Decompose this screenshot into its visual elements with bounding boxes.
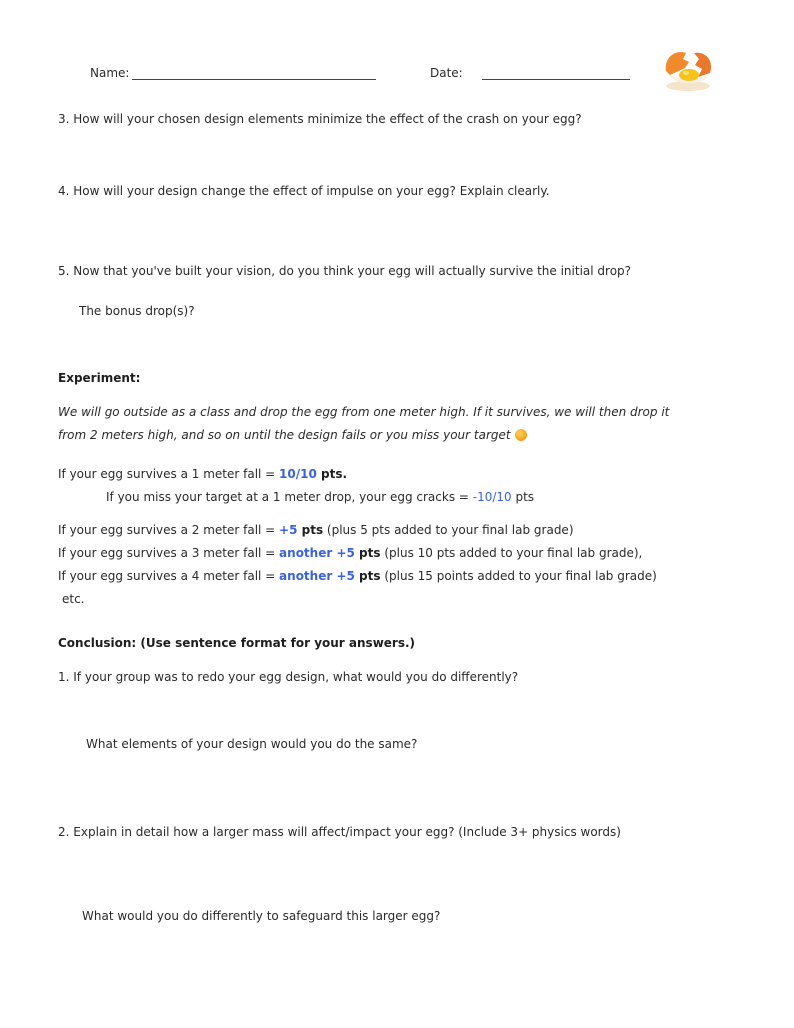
- rule-bonus-note: (plus 15 points added to your final lab grade): [380, 569, 657, 583]
- rule-points: 10/10: [279, 467, 317, 481]
- rule-points: another +5: [279, 546, 355, 560]
- rule-bonus-note: (plus 5 pts added to your final lab grade): [323, 523, 574, 537]
- rule-unit: pts: [354, 569, 381, 583]
- experiment-intro-text: from 2 meters high, and so on until the design fails or you miss your target: [58, 428, 511, 442]
- rule-unit: pts: [354, 546, 381, 560]
- question-5-bonus: The bonus drop(s)?: [79, 304, 195, 318]
- date-label: Date:: [430, 66, 463, 80]
- experiment-heading: Experiment:: [58, 371, 141, 385]
- conclusion-question-2: 2. Explain in detail how a larger mass will affect/impact your egg? (Include 3+ physics words): [58, 825, 621, 839]
- question-4: 4. How will your design change the effect of impulse on your egg? Explain clearly.: [58, 184, 550, 198]
- rule-points: -10/10: [472, 490, 512, 504]
- name-field[interactable]: [132, 79, 376, 80]
- rule-points: another +5: [279, 569, 355, 583]
- rule-text: If your egg survives a 3 meter fall =: [58, 546, 280, 560]
- date-field[interactable]: [482, 79, 630, 80]
- rule-unit: pts.: [316, 467, 348, 481]
- rule-text: If your egg survives a 4 meter fall =: [58, 569, 280, 583]
- question-3: 3. How will your chosen design elements minimize the effect of the crash on your egg?: [58, 112, 582, 126]
- rule-text: If your egg survives a 2 meter fall =: [58, 523, 280, 537]
- rule-1m-survive: [58, 466, 347, 482]
- rule-text: If your egg survives a 1 meter fall =: [58, 467, 280, 481]
- name-label: Name:: [90, 66, 130, 80]
- rule-2m-survive: [58, 522, 574, 538]
- conclusion-question-1b: What elements of your design would you do the same?: [86, 737, 418, 751]
- experiment-intro-line1: We will go outside as a class and drop the egg from one meter high. If it survives, we will then drop it: [58, 405, 670, 419]
- rule-text: If you miss your target at a 1 meter drop, your egg cracks =: [106, 490, 473, 504]
- rule-3m-survive: [58, 545, 642, 561]
- conclusion-heading: Conclusion: (Use sentence format for your answers.): [58, 636, 416, 650]
- question-5: 5. Now that you've built your vision, do you think your egg will actually survive the initial drop?: [58, 264, 632, 278]
- rule-unit: pts: [511, 490, 535, 504]
- rule-bonus-note: (plus 10 pts added to your final lab grade),: [380, 546, 643, 560]
- experiment-intro-line2: [58, 427, 527, 443]
- smiley-emoji-icon: [515, 429, 527, 441]
- rule-1m-miss: [106, 489, 534, 505]
- rule-points: +5: [279, 523, 298, 537]
- rule-unit: pts: [297, 523, 324, 537]
- conclusion-question-1: 1. If your group was to redo your egg design, what would you do differently?: [58, 670, 519, 684]
- rule-etc: etc.: [62, 592, 85, 606]
- cracked-egg-icon: [656, 45, 720, 93]
- conclusion-question-2b: What would you do differently to safeguard this larger egg?: [82, 909, 441, 923]
- rule-4m-survive: [58, 568, 657, 584]
